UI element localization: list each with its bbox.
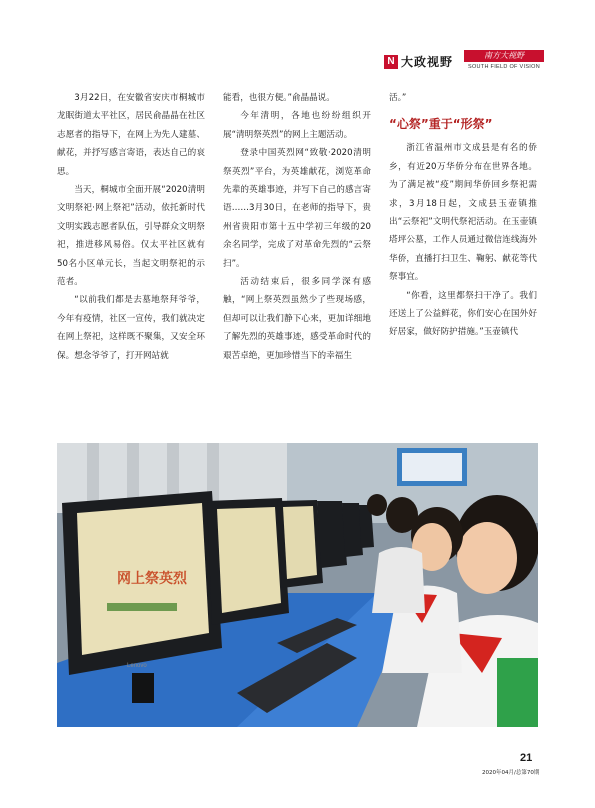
text-column-3 [389, 89, 537, 342]
paragraph: 登录中国英烈网“致敬·2020清明祭英烈”平台，为英雄献花，浏览革命先辈的英雄事迹，并写下自己的感言寄语……3月30日，在老师的指导下，贵州省贵阳市第十五中学初三年级的20余名同学，完成了对革命先烈的“云祭扫”。 [223, 148, 371, 269]
paragraph: 3月22日，在安徽省安庆市桐城市龙眠街道太平社区，居民俞晶晶在社区志愿者的指导下，在网上为先人建墓、献花，并抒写感言寄语，表达自己的哀思。 [57, 93, 205, 177]
screen-text: 网上祭英烈 [117, 571, 187, 587]
brand-logo-icon: N [384, 55, 398, 69]
text-column-2 [223, 89, 371, 365]
issue-info: 2020年04月/总第70期 [482, 770, 540, 776]
magazine-calligraphy-logo: 南方大视野 [464, 50, 544, 62]
paragraph: 能看，也很方便。”俞晶晶说。 [223, 93, 335, 103]
text-column-1 [57, 89, 205, 365]
magazine-english-name: SOUTH FIELD OF VISION [467, 64, 540, 70]
section-heading: “心祭”重于“形祭” [389, 117, 493, 132]
paragraph: 浙江省温州市文成县是有名的侨乡，有近20万华侨分布在世界各地。为了满足被“疫”期间华侨回乡祭祀需求，3月18日起，文成县玉壶镇推出“云祭祀”文明代祭祀活动。在玉壶镇塔坪公墓，工作人员通过微信连线海外华侨，直播打扫卫生、鞠躬、献花等代祭事宜。 [389, 143, 537, 283]
section-title: 大政视野 [401, 55, 454, 69]
brand [384, 53, 453, 70]
monitor-2 [207, 498, 289, 625]
photo-students-online-tribute [57, 443, 538, 727]
paragraph: 当天，桐城市全面开展“2020清明文明祭祀·网上祭祀”活动，依托新时代文明实践志愿者队伍，引导群众文明祭祀，推进移风易俗。仅太平社区就有50名小区单元长，当起文明祭祀的示范者。 [57, 185, 205, 288]
monitor-3 [277, 500, 323, 588]
page-number: 21 [520, 752, 533, 764]
monitor-brand: Lenovo [127, 663, 147, 669]
paragraph: 今年清明，各地也纷纷组织开展“清明祭英烈”的网上主题活动。 [223, 111, 371, 140]
photo-illustration [57, 443, 538, 727]
paragraph: 活。” [389, 93, 407, 103]
paragraph: “你看，这里都祭扫干净了。我们还送上了公益鲜花，你们安心在国外好好居家，做好防护措施。”玉壶镇代 [389, 290, 537, 338]
paragraph: “以前我们都是去墓地祭拜爷爷，今年有疫情，社区一宣传，我们就决定在网上祭祀，这样既不聚集，又安全环保。想念爷爷了，打开网站就 [57, 295, 205, 361]
magazine-logo [464, 50, 544, 70]
magazine-header [384, 50, 544, 76]
paragraph: 活动结束后，很多同学深有感触，“网上祭英烈虽然少了些现场感，但却可以让我们静下心来，更加详细地了解先烈的英雄事迹，感受革命时代的艰苦卓绝，更加珍惜当下的幸福生 [223, 277, 371, 361]
